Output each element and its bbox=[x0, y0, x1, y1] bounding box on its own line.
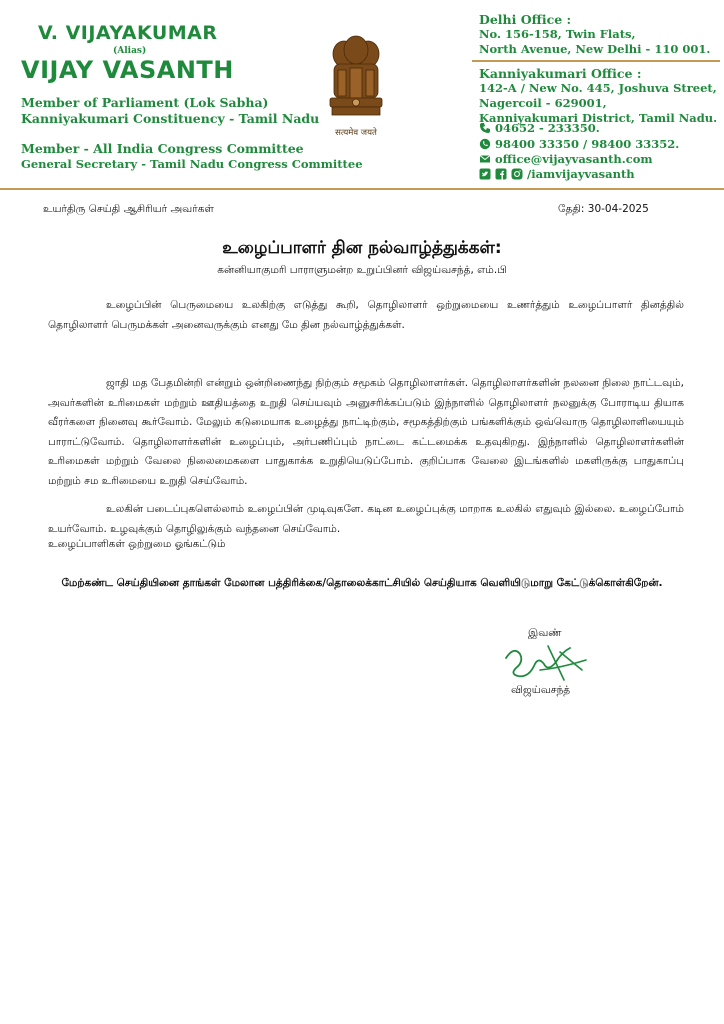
kanniyakumari-office-line-1: 142-A / New No. 445, Joshuva Street, bbox=[479, 81, 717, 95]
letterhead bbox=[0, 0, 724, 192]
alias-label: (Alias) bbox=[113, 46, 147, 56]
delhi-office-heading: Delhi Office : bbox=[479, 12, 572, 27]
facebook-icon bbox=[495, 168, 507, 180]
role-line-1: Member of Parliament (Lok Sabha) bbox=[21, 95, 269, 110]
contact-phone bbox=[479, 121, 600, 135]
paragraph-3: உலகின் படைப்புகளெல்லாம் உழைப்பின் முடிவுகளே. கடின உழைப்புக்கு மாறாக உலகில் எதுவும் இல்லை. உழைப்போம் உயர்வோம். உழவுக்கும் தொழிலுக்கும் வந்தனை செய்வோம். bbox=[48, 503, 684, 535]
paragraph-1: உழைப்பின் பெருமையை உலகிற்கு எடுத்து கூறி, தொழிலாளர் ஒற்றுமையை உணர்த்தும் உழைப்பாளர் தினத்தில் தொழிலாளர் பெருமக்கள் அனைவருக்கும் எனது மே தின நல்வாழ்த்துக்கள். bbox=[48, 299, 684, 331]
email-icon bbox=[479, 153, 491, 165]
social-handle[interactable]: /iamvijayvasanth bbox=[527, 167, 635, 181]
contact-mobile bbox=[479, 137, 679, 151]
letter-date: தேதி: 30-04-2025 bbox=[558, 203, 649, 215]
kanniyakumari-office-heading: Kanniyakumari Office : bbox=[479, 66, 642, 81]
mp-name-secondary: VIJAY VASANTH bbox=[21, 56, 234, 84]
role-line-4: General Secretary - Tamil Nadu Congress Committee bbox=[21, 157, 363, 171]
letterhead-rule bbox=[0, 188, 724, 190]
letter-subtitle: கன்னியாகுமரி பாராளுமன்ற உறுப்பினர் விஜய்வசந்த், எம்.பி bbox=[217, 264, 507, 276]
role-line-2: Kanniyakumari Constituency - Tamil Nadu bbox=[21, 111, 320, 126]
letter-title: உழைப்பாளர் தின நல்வாழ்த்துக்கள்: bbox=[222, 238, 502, 258]
office-divider bbox=[472, 60, 720, 62]
mp-name-primary: V. VIJAYAKUMAR bbox=[38, 22, 218, 44]
addressee: உயர்திரு செய்தி ஆசிரியர் அவர்கள் bbox=[43, 203, 214, 215]
whatsapp-icon bbox=[479, 138, 491, 150]
role-line-3: Member - All India Congress Committee bbox=[21, 141, 304, 156]
mobile-numbers: 98400 33350 / 98400 33352. bbox=[495, 137, 680, 151]
closing-line: உழைப்பாளிகள் ஒற்றுமை ஓங்கட்டும் bbox=[48, 538, 226, 550]
publication-request: மேற்கண்ட செய்தியினை தாங்கள் மேலான பத்திரிக்கை/தொலைக்காட்சியில் செய்தியாக வெளியிடுமாறு கேட்டுக்கொள்கிறேன். bbox=[61, 577, 663, 589]
contact-email bbox=[479, 152, 653, 166]
instagram-icon bbox=[511, 168, 523, 180]
paragraph-2: ஜாதி மத பேதமின்றி என்றும் ஒன்றிணைந்து நிற்கும் சமூகம் தொழிலாளர்கள். தொழிலாளர்களின் நலனை நிலை நாட்டவும், அவர்களின் உரிமைகள் மற்றும் ஊதியத்தை உறுதி செய்யவும் அனுசரிக்கப்படும் இந்நாளில் தொழிலாளர் நலனுக்கு போராடிய தியாக வீரர்களை நினைவு கூர்வோம். மேலும் கடுமையாக உழைத்து நாட்டிற்கும், சமூகத்திற்கும் பங்களிக்கும் ஒவ்வொரு தொழிலாளியையும் பாராட்டுவோம். தொழிலாளர்களின் உழைப்பும், அர்பணிப்பும் நாட்டை கட்டமைக்க உதவுகிறது. இந்நாளில் தொழிலாளர்களின் உரிமைகள் மற்றும் வேலை நிலைமைகளை பாதுகாக்க உறுதியெடுப்போம். குறிப்பாக வேலை இடங்களில் மகளிருக்கு பாதுகாப்பு மற்றும் சம உரிமையை உறுதி செய்வோம். bbox=[48, 377, 684, 487]
email-address[interactable]: office@vijayvasanth.com bbox=[495, 152, 653, 166]
phone-icon bbox=[479, 122, 491, 134]
delhi-office-line-1: No. 156-158, Twin Flats, bbox=[479, 27, 636, 41]
delhi-office-line-2: North Avenue, New Delhi - 110 001. bbox=[479, 42, 711, 56]
signature-icon bbox=[500, 640, 590, 686]
state-emblem-icon bbox=[314, 32, 398, 148]
phone-number: 04652 - 233350. bbox=[495, 121, 600, 135]
contact-social bbox=[479, 167, 635, 181]
emblem-motto: सत्यमेव जयते bbox=[335, 128, 377, 138]
kanniyakumari-office-line-3: Kanniyakumari District, Tamil Nadu. bbox=[479, 111, 718, 125]
sign-label: இவண் bbox=[528, 627, 562, 639]
signer-name: விஜய்வசந்த் bbox=[511, 684, 571, 696]
kanniyakumari-office-line-2: Nagercoil - 629001, bbox=[479, 96, 607, 110]
twitter-icon bbox=[479, 168, 491, 180]
